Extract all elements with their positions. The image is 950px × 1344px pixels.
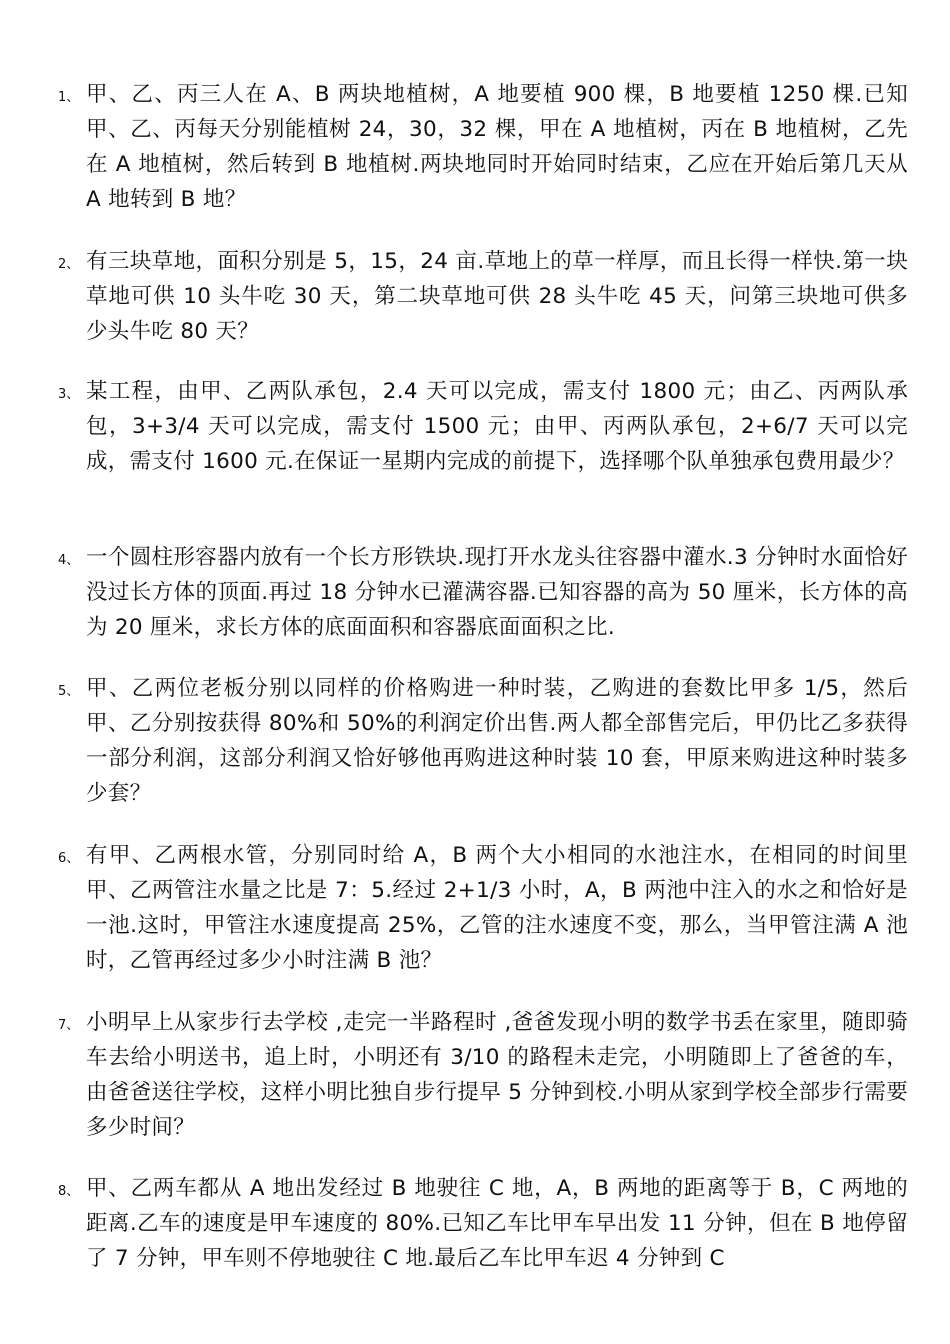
problem-text: 一个圆柱形容器内放有一个长方形铁块.现打开水龙头往容器中灌水.3 分钟时水面恰好没过长方体的顶面.再过 18 分钟水已灌满容器.已知容器的高为 50 厘米，长方体的高为 20 厘米，求长方体的底面面积和容器底面面积之比.: [86, 545, 908, 640]
problem-text: 有甲、乙两根水管，分别同时给 A，B 两个大小相同的水池注水，在相同的时间里甲、乙两管注水量之比是 7：5.经过 2+1/3 小时，A，B 两池中注入的水之和恰好是一池.这时，甲管注水速度提高 25%，乙管的注水速度不变，那么，当甲管注满 A 池时，乙管再经过多少小时注满 B 池？: [86, 843, 908, 973]
problem-8: [58, 1171, 908, 1276]
problem-text: 甲、乙两位老板分别以同样的价格购进一种时装，乙购进的套数比甲多 1/5，然后甲、乙分别按获得 80%和 50%的利润定价出售.两人都全部售完后，甲仍比乙多获得一部分利润，这部分利润又恰好够他再购进这种时装 10 套，甲原来购进这种时装多少套？: [86, 676, 908, 806]
problem-1: [58, 77, 908, 217]
problem-number: 6、: [58, 851, 80, 866]
problem-text: 有三块草地，面积分别是 5，15，24 亩.草地上的草一样厚，而且长得一样快.第一块草地可供 10 头牛吃 30 天，第二块草地可供 28 头牛吃 45 天，问第三块地可供多少头牛吃 80 天？: [86, 249, 908, 344]
problem-number: 8、: [58, 1184, 80, 1199]
problem-5: [58, 671, 908, 811]
problem-2: [58, 244, 908, 349]
problem-number: 1、: [58, 90, 80, 105]
problem-number: 4、: [58, 553, 80, 568]
problem-number: 2、: [58, 257, 80, 272]
problem-text: 小明早上从家步行去学校 ,走完一半路程时 ,爸爸发现小明的数学书丢在家里，随即骑车去给小明送书，追上时，小明还有 3/10 的路程未走完，小明随即上了爸爸的车，由爸爸送往学校，这样小明比独自步行提早 5 分钟到校.小明从家到学校全部步行需要多少时间？: [86, 1010, 908, 1140]
problem-text: 甲、乙两车都从 A 地出发经过 B 地驶往 C 地，A，B 两地的距离等于 B，C 两地的距离.乙车的速度是甲车速度的 80%.已知乙车比甲车早出发 11 分钟，但在 B 地停留了 7 分钟，甲车则不停地驶往 C 地.最后乙车比甲车迟 4 分钟到 C: [86, 1176, 908, 1271]
problem-text: 甲、乙、丙三人在 A、B 两块地植树，A 地要植 900 棵，B 地要植 1250 棵.已知甲、乙、丙每天分别能植树 24，30，32 棵，甲在 A 地植树，丙在 B 地植树，乙先在 A 地植树，然后转到 B 地植树.两块地同时开始同时结束，乙应在开始后第几天从 A 地转到 B 地？: [86, 82, 908, 212]
problem-number: 5、: [58, 684, 80, 699]
problem-number: 3、: [58, 387, 80, 402]
problem-text: 某工程，由甲、乙两队承包，2.4 天可以完成，需支付 1800 元；由乙、丙两队承包，3+3/4 天可以完成，需支付 1500 元；由甲、丙两队承包，2+6/7 天可以完成，需支付 1600 元.在保证一星期内完成的前提下，选择哪个队单独承包费用最少？: [86, 379, 908, 474]
problem-6: [58, 838, 908, 978]
problem-3: [58, 374, 908, 479]
problem-7: [58, 1005, 908, 1145]
problem-4: [58, 540, 908, 645]
problem-number: 7、: [58, 1018, 80, 1033]
